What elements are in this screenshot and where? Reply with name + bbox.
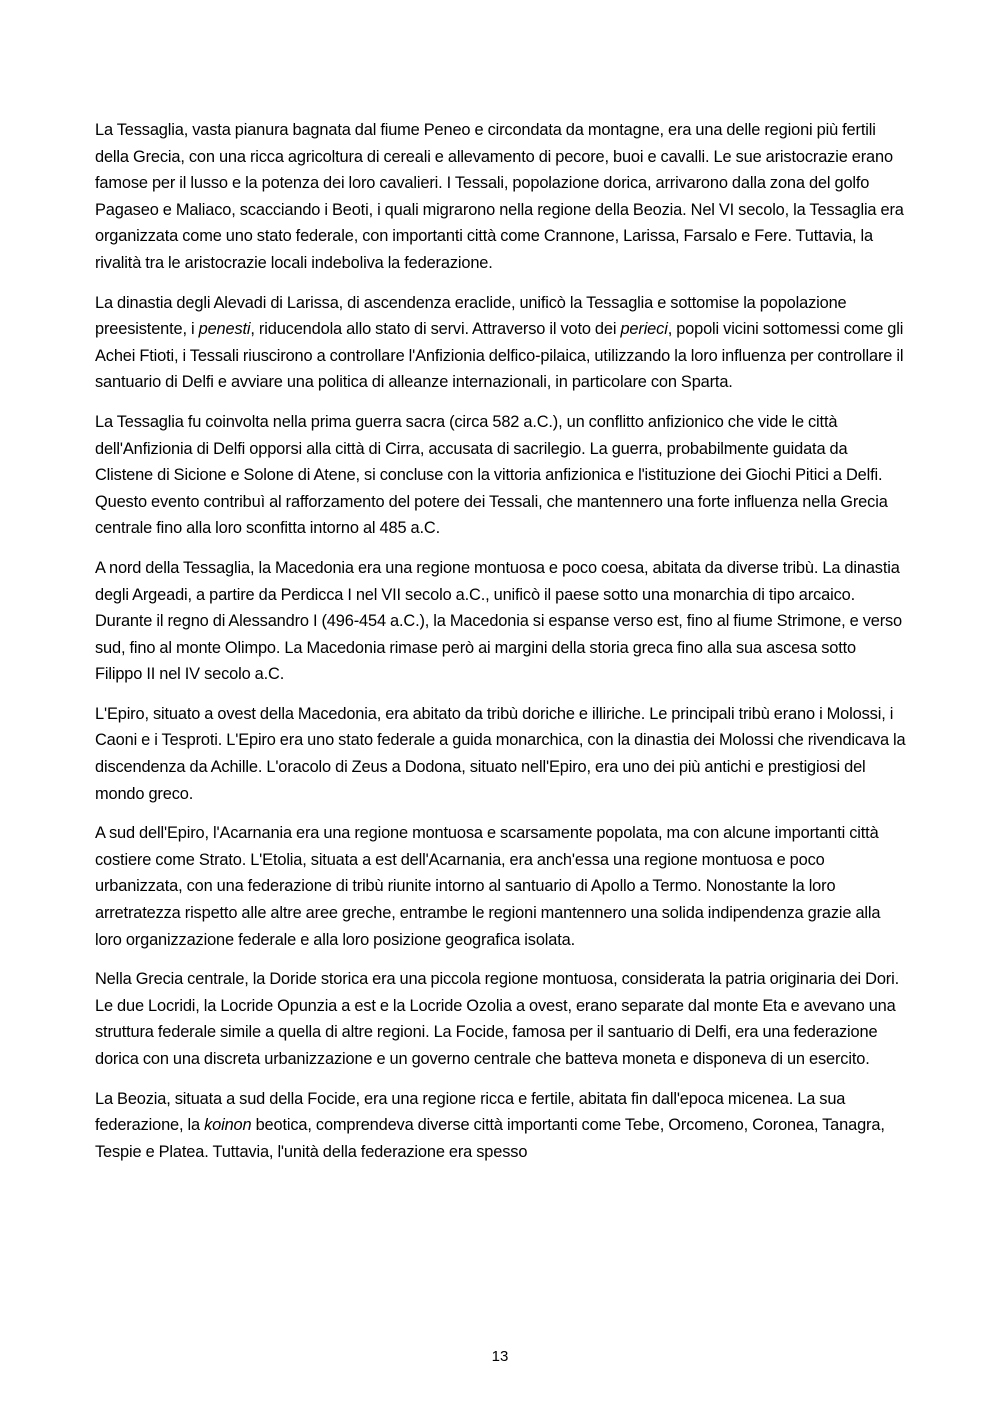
body-paragraph	[95, 820, 907, 953]
body-paragraph	[95, 409, 907, 542]
paragraph-text: L'Epiro, situato a ovest della Macedonia, era abitato da tribù doriche e illiriche. Le principali tribù erano i Molossi, i Caoni e i Tesproti. L'Epiro era uno stato federale a guida monarchica, con la dinastia dei Molossi che rivendicava la discendenza da Achille. L'oracolo di Zeus a Dodona, situato nell'Epiro, era uno dei più antichi e prestigiosi del mondo greco.	[95, 704, 910, 803]
body-paragraph	[95, 1086, 907, 1166]
paragraph-text: La dinastia degli Alevadi di Larissa, di ascendenza eraclide, unificò la Tessaglia e sottomise la popolazione preesistente, i	[95, 293, 851, 339]
body-paragraph	[95, 555, 907, 688]
body-paragraph	[95, 117, 907, 277]
body-paragraph	[95, 701, 910, 807]
italic-term: penesti	[198, 320, 251, 339]
page-body	[95, 117, 910, 1178]
paragraph-text: beotica, comprendeva diverse città importanti come Tebe, Orcomeno, Coronea, Tanagra, Tespie e Platea. Tuttavia, l'unità della federazione era spesso	[95, 1116, 889, 1161]
italic-term: perieci	[620, 320, 668, 339]
page-number: 13	[491, 1348, 509, 1365]
paragraph-text: A nord della Tessaglia, la Macedonia era una regione montuosa e poco coesa, abitata da diverse tribù. La dinastia degli Argeadi, a partire da Perdicca I nel VII secolo a.C., unificò il paese sotto una monarchia di tipo arcaico. Durante il regno di Alessandro I (496-454 a.C.), la Macedonia si espanse verso est, fino al fiume Strimone, e verso sud, fino al monte Olimpo. La Macedonia rimase però ai margini della storia greca fino alla sua ascesa sotto Filippo II nel IV secolo a.C.	[95, 558, 907, 684]
paragraph-text: , popoli vicini sottomessi come gli Achei Ftioti, i Tessali riuscirono a controllare l'Anfizionia delfico-pilaica, utilizzando la loro influenza per controllare il santuario di Delfi e avviare una politica di alleanze internazionali, in particolare con Sparta.	[95, 320, 908, 392]
paragraph-text: La Tessaglia, vasta pianura bagnata dal fiume Peneo e circondata da montagne, era una delle regioni più fertili della Grecia, con una ricca agricoltura di cereali e allevamento di pecore, buoi e cavalli. Le sue aristocrazie erano famose per il lusso e la potenza dei loro cavalieri. I Tessali, popolazione dorica, arrivarono dalla zona del golfo Pagaseo e Maliaco, scacciando i Beoti, i quali migrarono nella regione della Beozia. Nel VI secolo, la Tessaglia era organizzata come uno stato federale, con importanti città come Crannone, Larissa, Farsalo e Fere. Tuttavia, la rivalità tra le aristocrazie locali indeboliva la federazione.	[95, 121, 908, 272]
paragraph-text: A sud dell'Epiro, l'Acarnania era una regione montuosa e scarsamente popolata, ma con alcune importanti città costiere come Strato. L'Etolia, situata a est dell'Acarnania, era anch'essa una regione montuosa e poco urbanizzata, con una federazione di tribù riunite intorno al santuario di Apollo a Termo. Nonostante la loro arretratezza rispetto alle altre aree greche, entrambe le regioni mantennero una solida indipendenza grazie alla loro organizzazione federale e alla loro posizione geografica isolata.	[95, 824, 885, 949]
paragraph-text: La Tessaglia fu coinvolta nella prima guerra sacra (circa 582 a.C.), un conflitto anfizionico che vide le città dell'Anfizionia di Delfi opporsi alla città di Cirra, accusata di sacrilegio. La guerra, probabilmente guidata da Clistene di Sicione e Solone di Atene, si concluse con la vittoria anfizionica e l'istituzione dei Giochi Pitici a Delfi. Questo evento contribuì al rafforzamento del potere dei Tessali, che mantennero una forte influenza nella Grecia centrale fino alla loro sconfitta intorno al 485 a.C.	[95, 412, 892, 538]
body-paragraph	[95, 290, 907, 396]
paragraph-text: La Beozia, situata a sud della Focide, era una regione ricca e fertile, abitata fin dall'epoca micenea. La sua federazione, la	[95, 1089, 850, 1135]
paragraph-text: Nella Grecia centrale, la Doride storica era una piccola regione montuosa, considerata la patria originaria dei Dori. Le due Locridi, la Locride Opunzia a est e la Locride Ozolia a ovest, erano separate dal monte Eta e avevano una struttura federale simile a quella di altre regioni. La Focide, famosa per il santuario di Delfi, era una federazione dorica con una discreta urbanizzazione e un governo centrale che batteva moneta e disponeva di un esercito.	[95, 970, 904, 1068]
body-paragraph	[95, 966, 907, 1072]
italic-term: koinon	[204, 1116, 252, 1135]
paragraph-text: , riducendola allo stato di servi. Attraverso il voto dei	[250, 320, 621, 339]
